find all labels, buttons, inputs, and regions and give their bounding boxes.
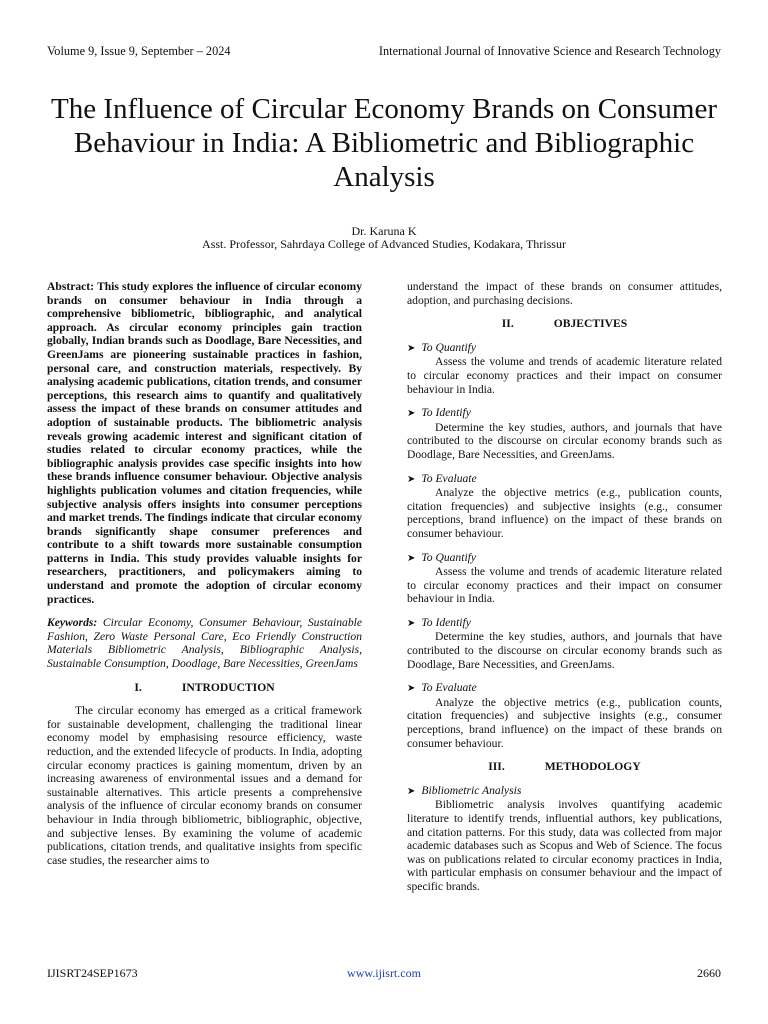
objective-item bbox=[407, 341, 722, 396]
objective-label-text: To Evaluate bbox=[421, 471, 477, 485]
abstract: Abstract: This study explores the influence of circular economy brands on consumer behaviour in India through a comprehensive bibliometric, bibliographic, and analytical approach. As circular economy principles gain traction globally, Indian brands such as Doodlage, Bare Necessities, and GreenJams are pioneering sustainable practices in fashion, personal care, and construction materials, respectively. By analysing academic publications, citation trends, and consumer perceptions, this research aims to quantify and qualitatively assess the impact of these brands on consumer attitudes and adoption of sustainable products. The bibliometric analysis reveals growing academic interest and significant citation of studies related to circular economy practices, while the bibliographic analysis provides case specific insights into how these brands influence consumer behaviour. Objective analysis highlights publication volumes and citation frequencies, while subjective analysis offers insights into consumer perceptions and market trends. The findings indicate that circular economy brands significantly shape consumer preferences and contribute to a shift towards more sustainable consumption patterns in India. This study provides valuable insights for researchers, practitioners, and policymakers aiming to understand and promote the adoption of circular economy practices. bbox=[47, 280, 362, 606]
objective-label-text: To Quantify bbox=[421, 550, 477, 564]
author-name: Dr. Karuna K bbox=[351, 224, 417, 238]
introduction-continued: understand the impact of these brands on consumer attitudes, adoption, and purchasing decisions. bbox=[407, 280, 722, 307]
objective-text: Analyze the objective metrics (e.g., publication counts, citation frequencies) and subjective insights (e.g., consumer perceptions, brand influence) on the impact of these brands on consumer behaviour. bbox=[407, 695, 722, 750]
objective-label bbox=[407, 472, 722, 487]
section-title: INTRODUCTION bbox=[181, 680, 275, 694]
section-heading-introduction bbox=[47, 681, 362, 695]
sub-label-text: Bibliometric Analysis bbox=[421, 783, 522, 797]
objective-item bbox=[407, 406, 722, 461]
objective-item bbox=[407, 681, 722, 750]
right-column bbox=[407, 280, 722, 894]
objective-text: Assess the volume and trends of academic literature related to circular economy practices and their impact on consumer behaviour in India. bbox=[407, 565, 722, 606]
objective-text: Determine the key studies, authors, and journals that have contributed to the discourse on circular economy brands such as Doodlage, Bare Necessities, and GreenJams. bbox=[407, 630, 722, 671]
paper-id: IJISRT24SEP1673 bbox=[47, 966, 138, 980]
journal-website-link[interactable]: www.ijisrt.com bbox=[347, 966, 421, 980]
arrowhead-bullet-icon: ➤ bbox=[407, 617, 416, 629]
methodology-sub-label bbox=[407, 784, 722, 799]
objective-label bbox=[407, 406, 722, 421]
section-title: OBJECTIVES bbox=[553, 317, 628, 331]
page-number: 2660 bbox=[697, 966, 721, 980]
objective-item bbox=[407, 551, 722, 606]
objective-text: Determine the key studies, authors, and journals that have contributed to the discourse on circular economy brands such as Doodlage, Bare Necessities, and GreenJams. bbox=[407, 420, 722, 461]
keywords bbox=[47, 616, 362, 670]
section-number: III. bbox=[488, 760, 505, 774]
paper-title: The Influence of Circular Economy Brands on Consumer Behaviour in India: A Bibliometric and Bibliographic Analysis bbox=[50, 93, 717, 193]
section-number: II. bbox=[501, 317, 514, 331]
objective-text: Analyze the objective metrics (e.g., publication counts, citation frequencies) and subjective insights (e.g., consumer perceptions, brand influence) on the impact of these brands on consumer behaviour. bbox=[407, 486, 722, 540]
objectives-list bbox=[407, 341, 722, 750]
objective-label bbox=[407, 681, 722, 696]
arrowhead-bullet-icon: ➤ bbox=[407, 785, 416, 797]
objective-label bbox=[407, 341, 722, 356]
section-title: METHODOLOGY bbox=[544, 760, 641, 774]
journal-name: International Journal of Innovative Science and Research Technology bbox=[378, 44, 721, 58]
objective-label-text: To Evaluate bbox=[421, 681, 477, 695]
objective-label bbox=[407, 551, 722, 566]
keywords-label: Keywords: bbox=[47, 616, 98, 630]
objective-label-text: To Identify bbox=[421, 406, 471, 420]
objective-text: Assess the volume and trends of academic literature related to circular economy practices and their impact on consumer behaviour in India. bbox=[407, 355, 722, 396]
introduction-paragraph: The circular economy has emerged as a critical framework for sustainable development, challenging the traditional linear economy model by emphasising resource efficiency, waste reduction, and the extended lifecycle of products. In India, adopting circular economy practices is gaining momentum, driven by an increasing awareness of environmental issues and a demand for sustainable alternatives. This article presents a comprehensive analysis of the influence of circular economy brands on consumer behaviour in India through bibliometric, bibliographic, objective, and subjective lenses. By examining the volume of academic publications, citation trends, and qualitative insights from specific case studies, the researcher aims to bbox=[47, 704, 362, 867]
section-heading-methodology bbox=[407, 760, 722, 774]
arrowhead-bullet-icon: ➤ bbox=[407, 342, 416, 354]
objective-label-text: To Quantify bbox=[421, 340, 477, 354]
arrowhead-bullet-icon: ➤ bbox=[407, 683, 416, 695]
objective-item bbox=[407, 616, 722, 671]
arrowhead-bullet-icon: ➤ bbox=[407, 408, 416, 420]
objective-label bbox=[407, 616, 722, 631]
arrowhead-bullet-icon: ➤ bbox=[407, 473, 416, 485]
section-heading-objectives bbox=[407, 317, 722, 331]
objective-item bbox=[407, 472, 722, 541]
arrowhead-bullet-icon: ➤ bbox=[407, 552, 416, 564]
section-number: I. bbox=[134, 680, 142, 694]
objective-label-text: To Identify bbox=[421, 615, 471, 629]
methodology-paragraph: Bibliometric analysis involves quantifying academic literature to identify trends, influential authors, key publications, and citation patterns. For this study, data was collected from major academic databases such as Scopus and Web of Science. The focus was on publications related to circular economy practices in India, with particular emphasis on consumer behaviour and the impact of specific brands. bbox=[407, 798, 722, 893]
journal-volume: Volume 9, Issue 9, September – 2024 bbox=[47, 44, 231, 58]
left-column bbox=[47, 280, 362, 867]
keywords-text: Circular Economy, Consumer Behaviour, Sustainable Fashion, Zero Waste Personal Care, Eco Friendly Construction Materials Bibliometric Analysis, Bibliographic Analysis, Sustainable Consumption, Doodlage, Bare Necessities, GreenJams bbox=[47, 616, 362, 671]
author-affiliation: Asst. Professor, Sahrdaya College of Advanced Studies, Kodakara, Thrissur bbox=[202, 237, 566, 251]
